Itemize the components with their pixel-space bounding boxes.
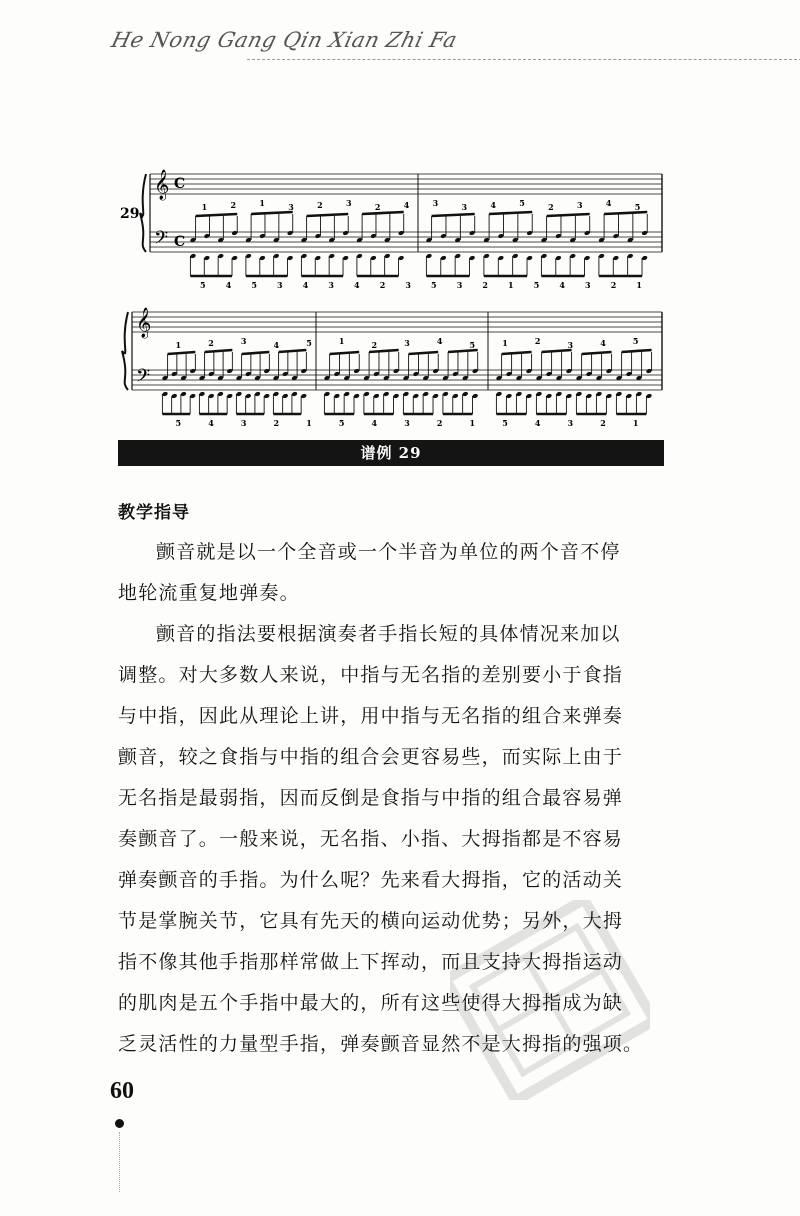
fingering-number: 4: [403, 200, 410, 210]
fingering-number: 5: [533, 280, 540, 290]
paragraph-line: 的肌肉是五个手指中最大的，所有这些使得大拇指成为缺: [118, 992, 624, 1014]
fingering-number: 3: [277, 280, 283, 290]
note-beam: [205, 350, 233, 352]
fingering-number: 3: [405, 280, 411, 290]
fingering-number: 4: [490, 200, 496, 210]
fingering-number: 1: [636, 280, 642, 290]
fingering-number: 3: [461, 202, 468, 212]
staff-system-2: [122, 307, 662, 428]
fingering-number: 1: [632, 418, 639, 428]
fingering-number: 4: [225, 280, 232, 290]
fingering-number: 2: [379, 280, 386, 290]
fingering-number: 4: [605, 198, 612, 208]
fingering-number: 5: [502, 418, 508, 428]
note-beam: [362, 212, 404, 214]
fingering-number: 3: [328, 280, 334, 290]
fingering-number: 4: [354, 280, 360, 290]
fingering-number: 2: [374, 202, 381, 212]
note-beam: [542, 350, 572, 352]
fingering-number: 5: [431, 280, 437, 290]
fingering-number: 5: [338, 418, 345, 428]
fingering-number: 1: [175, 340, 182, 350]
note-beam: [489, 212, 532, 214]
note-beam: [622, 350, 652, 352]
fingering-number: 1: [306, 418, 312, 428]
paragraph-line: 地轮流重复地弹奏。: [118, 582, 300, 604]
fingering-number: 5: [632, 336, 639, 346]
note-beam: [330, 352, 360, 354]
note-beam: [369, 350, 399, 352]
music-score: [118, 160, 666, 432]
staff-system-1: [140, 169, 662, 290]
fingering-number: 2: [230, 200, 237, 210]
fingering-number: 5: [175, 418, 182, 428]
fingering-number: 4: [600, 338, 606, 348]
fingering-number: 5: [251, 280, 257, 290]
fingering-number: 3: [288, 202, 294, 212]
fingering-number: 1: [259, 198, 265, 208]
fingering-number: 1: [201, 202, 208, 212]
header-title: He Nong Gang Qin Xian Zhi Fa: [109, 28, 460, 52]
note-beam: [196, 214, 238, 216]
fingering-number: 3: [346, 198, 352, 208]
fingering-number: 4: [559, 280, 565, 290]
staff-brace: [122, 312, 128, 390]
fingering-number: 2: [208, 338, 214, 348]
page-number: 60: [110, 1078, 134, 1104]
paragraph-line: 颤音的指法要根据演奏者手指长短的具体情况来加以: [156, 623, 621, 645]
running-header: [109, 20, 800, 66]
note-beam: [307, 214, 349, 216]
fingering-number: 3: [432, 198, 439, 208]
note-beam: [547, 214, 590, 216]
note-beam: [604, 212, 647, 214]
treble-clef-icon: 𝄞: [154, 170, 170, 200]
note-beam: [242, 352, 270, 354]
paragraph-line: 奏颤音了。一般来说，无名指、小指、大拇指都是不容易: [118, 828, 624, 850]
fingering-number: 1: [502, 338, 508, 348]
fingering-number: 2: [600, 418, 606, 428]
fingering-number: 3: [456, 280, 463, 290]
page-margin-rule: [119, 1132, 120, 1192]
library-stamp-watermark: [450, 900, 650, 1100]
paragraph-line: 调整。对大多数人来说，中指与无名指的差别要小于食指: [118, 664, 624, 686]
paragraph-line: 弹奏颤音的手指。为什么呢？先来看大拇指，它的活动关: [118, 869, 624, 891]
fingering-number: 3: [585, 280, 591, 290]
fingering-number: 4: [273, 340, 280, 350]
fingering-number: 4: [371, 418, 378, 428]
time-signature-icon: C: [174, 234, 186, 250]
note-beam: [251, 212, 293, 214]
paragraph-1: [118, 532, 666, 614]
note-beam: [448, 350, 478, 352]
paragraph-line: 节是掌腕关节，它具有先天的横向运动优势；另外，大拇: [118, 910, 624, 932]
fingering-number: 5: [306, 338, 312, 348]
fingering-number: 5: [519, 198, 525, 208]
fingering-number: 5: [634, 202, 641, 212]
paragraph-line: 无名指是最弱指，因而反倒是食指与中指的组合最容易弹: [118, 787, 624, 809]
bass-clef-icon: 𝄢: [136, 366, 151, 391]
paragraph-line: 颤音就是以一个全音或一个半音为单位的两个音不停: [156, 541, 621, 563]
paragraph-line: 与中指，因此从理论上讲，用中指与无名指的组合来弹奏: [118, 705, 624, 727]
fingering-number: 2: [317, 200, 323, 210]
page-number-dot: [115, 1119, 124, 1128]
fingering-number: 2: [534, 336, 541, 346]
fingering-number: 1: [338, 336, 345, 346]
bass-clef-icon: 𝄢: [154, 228, 169, 253]
fingering-number: 2: [273, 418, 280, 428]
fingering-number: 3: [567, 340, 574, 350]
fingering-number: 5: [469, 340, 476, 350]
paragraph-line: 乏灵活性的力量型手指，弹奏颤音显然不是大拇指的强项。: [118, 1033, 644, 1055]
header-rule: [247, 59, 800, 60]
treble-clef-icon: 𝄞: [136, 308, 152, 338]
paragraph-line: 颤音，较之食指与中指的组合会更容易些，而实际上由于: [118, 746, 624, 768]
fingering-number: 2: [610, 280, 617, 290]
fingering-number: 2: [436, 418, 443, 428]
fingering-number: 3: [404, 418, 410, 428]
fingering-number: 4: [208, 418, 214, 428]
note-beam: [168, 352, 196, 354]
score-caption: 谱例 29: [118, 440, 664, 466]
fingering-number: 3: [567, 418, 574, 428]
note-beam: [582, 352, 612, 354]
note-beam: [409, 352, 439, 354]
fingering-number: 1: [469, 418, 476, 428]
note-beam: [279, 350, 307, 352]
paragraph-line: 指不像其他手指那样常做上下挥动，而且支持大拇指运动: [118, 951, 624, 973]
fingering-number: 2: [371, 340, 378, 350]
fingering-number: 4: [436, 336, 443, 346]
fingering-number: 2: [482, 280, 488, 290]
fingering-number: 4: [302, 280, 309, 290]
fingering-number: 3: [577, 200, 583, 210]
fingering-number: 4: [534, 418, 541, 428]
fingering-number: 5: [200, 280, 206, 290]
fingering-number: 2: [548, 202, 554, 212]
fingering-number: 1: [508, 280, 514, 290]
example-number: 29.: [120, 206, 145, 222]
section-title: 教学指导: [118, 503, 190, 523]
time-signature-icon: C: [174, 176, 186, 192]
fingering-number: 3: [240, 418, 247, 428]
note-beam: [502, 352, 532, 354]
fingering-number: 3: [240, 336, 247, 346]
note-beam: [432, 214, 475, 216]
fingering-number: 3: [404, 338, 410, 348]
